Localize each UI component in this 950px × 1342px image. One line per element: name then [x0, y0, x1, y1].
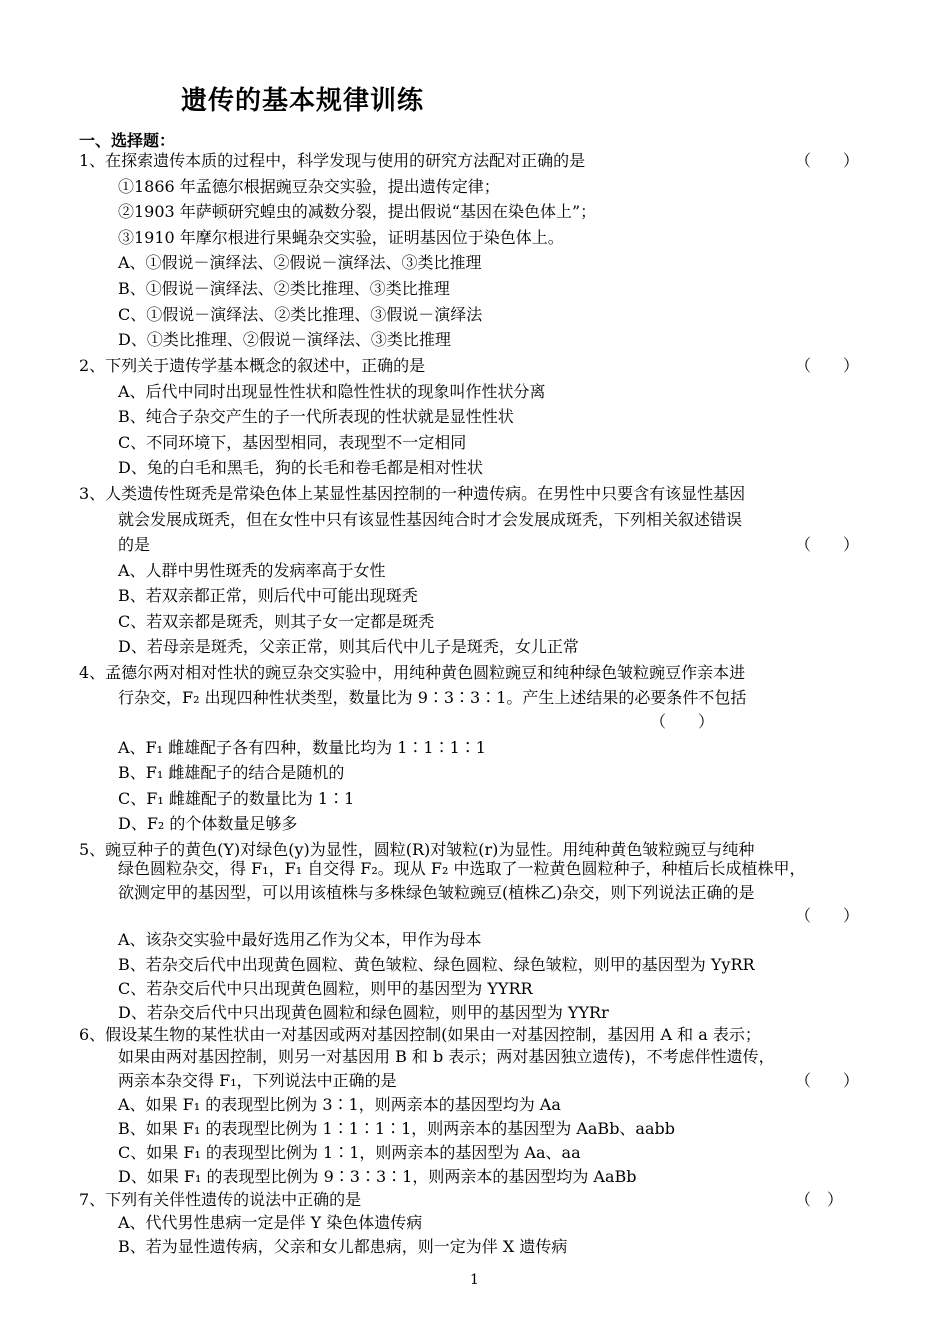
question-5-stem-cont: 绿色圆粒杂交，得 F₁，F₁ 自交得 F₂。现从 F₂ 中选取了一粒黄色圆粒种子，种植后长成植株甲， [118, 859, 806, 878]
question-4-option-b: B、F₁ 雌雄配子的结合是随机的 [118, 763, 345, 782]
question-1-item: ②1903 年萨顿研究蝗虫的减数分裂，提出假说“基因在染色体上”； [118, 202, 597, 221]
question-6-option-d: D、如果 F₁ 的表现型比例为 9∶3∶3∶1，则两亲本的基因型均为 AaBb [118, 1167, 637, 1186]
question-1-item: ③1910 年摩尔根进行果蝇杂交实验，证明基因位于染色体上。 [118, 228, 564, 247]
question-7-stem: 7、下列有关伴性遗传的说法中正确的是 [79, 1190, 362, 1209]
question-5-option-b: B、若杂交后代中出现黄色圆粒、黄色皱粒、绿色圆粒、绿色皱粒，则甲的基因型为 YyRR [118, 955, 755, 974]
question-3-option-d: D、若母亲是斑秃，父亲正常，则其后代中儿子是斑秃，女儿正常 [118, 637, 579, 656]
answer-paren: （ ） [795, 535, 860, 554]
answer-paren: （ ） [795, 1071, 860, 1090]
section-heading: 一、选择题： [79, 131, 176, 150]
question-3-option-b: B、若双亲都正常，则后代中可能出现斑秃 [118, 586, 418, 605]
question-1-stem: 1、在探索遗传本质的过程中，科学发现与使用的研究方法配对正确的是 [79, 151, 586, 170]
question-7-option-a: A、代代男性患病一定是伴 Y 染色体遗传病 [118, 1213, 423, 1232]
question-3-stem-cont: 就会发展成斑秃，但在女性中只有该显性基因纯合时才会发展成斑秃，下列相关叙述错误 [118, 510, 743, 529]
question-1-option-d: D、①类比推理、②假说－演绎法、③类比推理 [118, 330, 451, 349]
question-6-option-b: B、如果 F₁ 的表现型比例为 1∶1∶1∶1，则两亲本的基因型为 AaBb、aabb [118, 1119, 675, 1138]
question-3-option-c: C、若双亲都是斑秃，则其子女一定都是斑秃 [118, 612, 435, 631]
question-5-option-c: C、若杂交后代中只出现黄色圆粒，则甲的基因型为 YYRR [118, 979, 533, 998]
question-5-option-a: A、该杂交实验中最好选用乙作为父本，甲作为母本 [118, 930, 482, 949]
question-1-option-a: A、①假说－演绎法、②假说－演绎法、③类比推理 [118, 253, 482, 272]
question-7-option-b: B、若为显性遗传病，父亲和女儿都患病，则一定为伴 X 遗传病 [118, 1237, 568, 1256]
question-6-stem: 6、假设某生物的某性状由一对基因或两对基因控制(如果由一对基因控制，基因用 A 和 a 表示； [79, 1025, 761, 1044]
answer-paren: （ ） [795, 356, 860, 375]
question-4-option-a: A、F₁ 雌雄配子各有四种，数量比均为 1∶1∶1∶1 [118, 738, 486, 757]
question-6-option-a: A、如果 F₁ 的表现型比例为 3∶1，则两亲本的基因型均为 Aa [118, 1095, 561, 1114]
answer-paren: （ ） [650, 712, 715, 731]
question-6-stem-cont: 如果由两对基因控制，则另一对基因用 B 和 b 表示；两对基因独立遗传)，不考虑伴性遗传， [118, 1047, 775, 1066]
question-6-stem-cont: 两亲本杂交得 F₁，下列说法中正确的是 [118, 1071, 397, 1090]
question-4-stem-cont: 行杂交，F₂ 出现四种性状类型，数量比为 9∶3∶3∶1。产生上述结果的必要条件不包括 [118, 688, 747, 707]
question-2-option-c: C、不同环境下，基因型相同，表现型不一定相同 [118, 433, 467, 452]
page-title: 遗传的基本规律训练 [181, 86, 425, 116]
question-5-option-d: D、若杂交后代中只出现黄色圆粒和绿色圆粒，则甲的基因型为 YYRr [118, 1003, 609, 1022]
question-2-stem: 2、下列关于遗传学基本概念的叙述中，正确的是 [79, 356, 426, 375]
question-1-item: ①1866 年孟德尔根据豌豆杂交实验，提出遗传定律； [118, 177, 500, 196]
question-1-option-b: B、①假说－演绎法、②类比推理、③类比推理 [118, 279, 450, 298]
answer-paren: （ ） [795, 1190, 844, 1209]
page-number: 1 [470, 1272, 479, 1288]
question-4-option-c: C、F₁ 雌雄配子的数量比为 1∶1 [118, 789, 355, 808]
question-3-stem-cont: 的是 [118, 535, 151, 554]
question-2-option-b: B、纯合子杂交产生的子一代所表现的性状就是显性性状 [118, 407, 514, 426]
question-3-option-a: A、人群中男性斑秃的发病率高于女性 [118, 561, 386, 580]
question-4-stem: 4、孟德尔两对相对性状的豌豆杂交实验中，用纯种黄色圆粒豌豆和纯种绿色皱粒豌豆作亲本进 [79, 663, 746, 682]
question-5-stem: 5、豌豆种子的黄色(Y)对绿色(y)为显性，圆粒(R)对皱粒(r)为显性。用纯种黄色皱粒豌豆与纯种 [79, 840, 755, 859]
answer-paren: （ ） [795, 151, 860, 170]
question-1-option-c: C、①假说－演绎法、②类比推理、③假说－演绎法 [118, 305, 483, 324]
question-5-stem-cont: 欲测定甲的基因型，可以用该植株与多株绿色皱粒豌豆(植株乙)杂交，则下列说法正确的是 [118, 883, 755, 902]
answer-paren: （ ） [795, 906, 860, 925]
question-3-stem: 3、人类遗传性斑秃是常染色体上某显性基因控制的一种遗传病。在男性中只要含有该显性基因 [79, 484, 746, 503]
question-6-option-c: C、如果 F₁ 的表现型比例为 1∶1，则两亲本的基因型为 Aa、aa [118, 1143, 581, 1162]
question-4-option-d: D、F₂ 的个体数量足够多 [118, 814, 298, 833]
question-2-option-a: A、后代中同时出现显性性状和隐性性状的现象叫作性状分离 [118, 382, 546, 401]
question-2-option-d: D、兔的白毛和黑毛，狗的长毛和卷毛都是相对性状 [118, 458, 483, 477]
